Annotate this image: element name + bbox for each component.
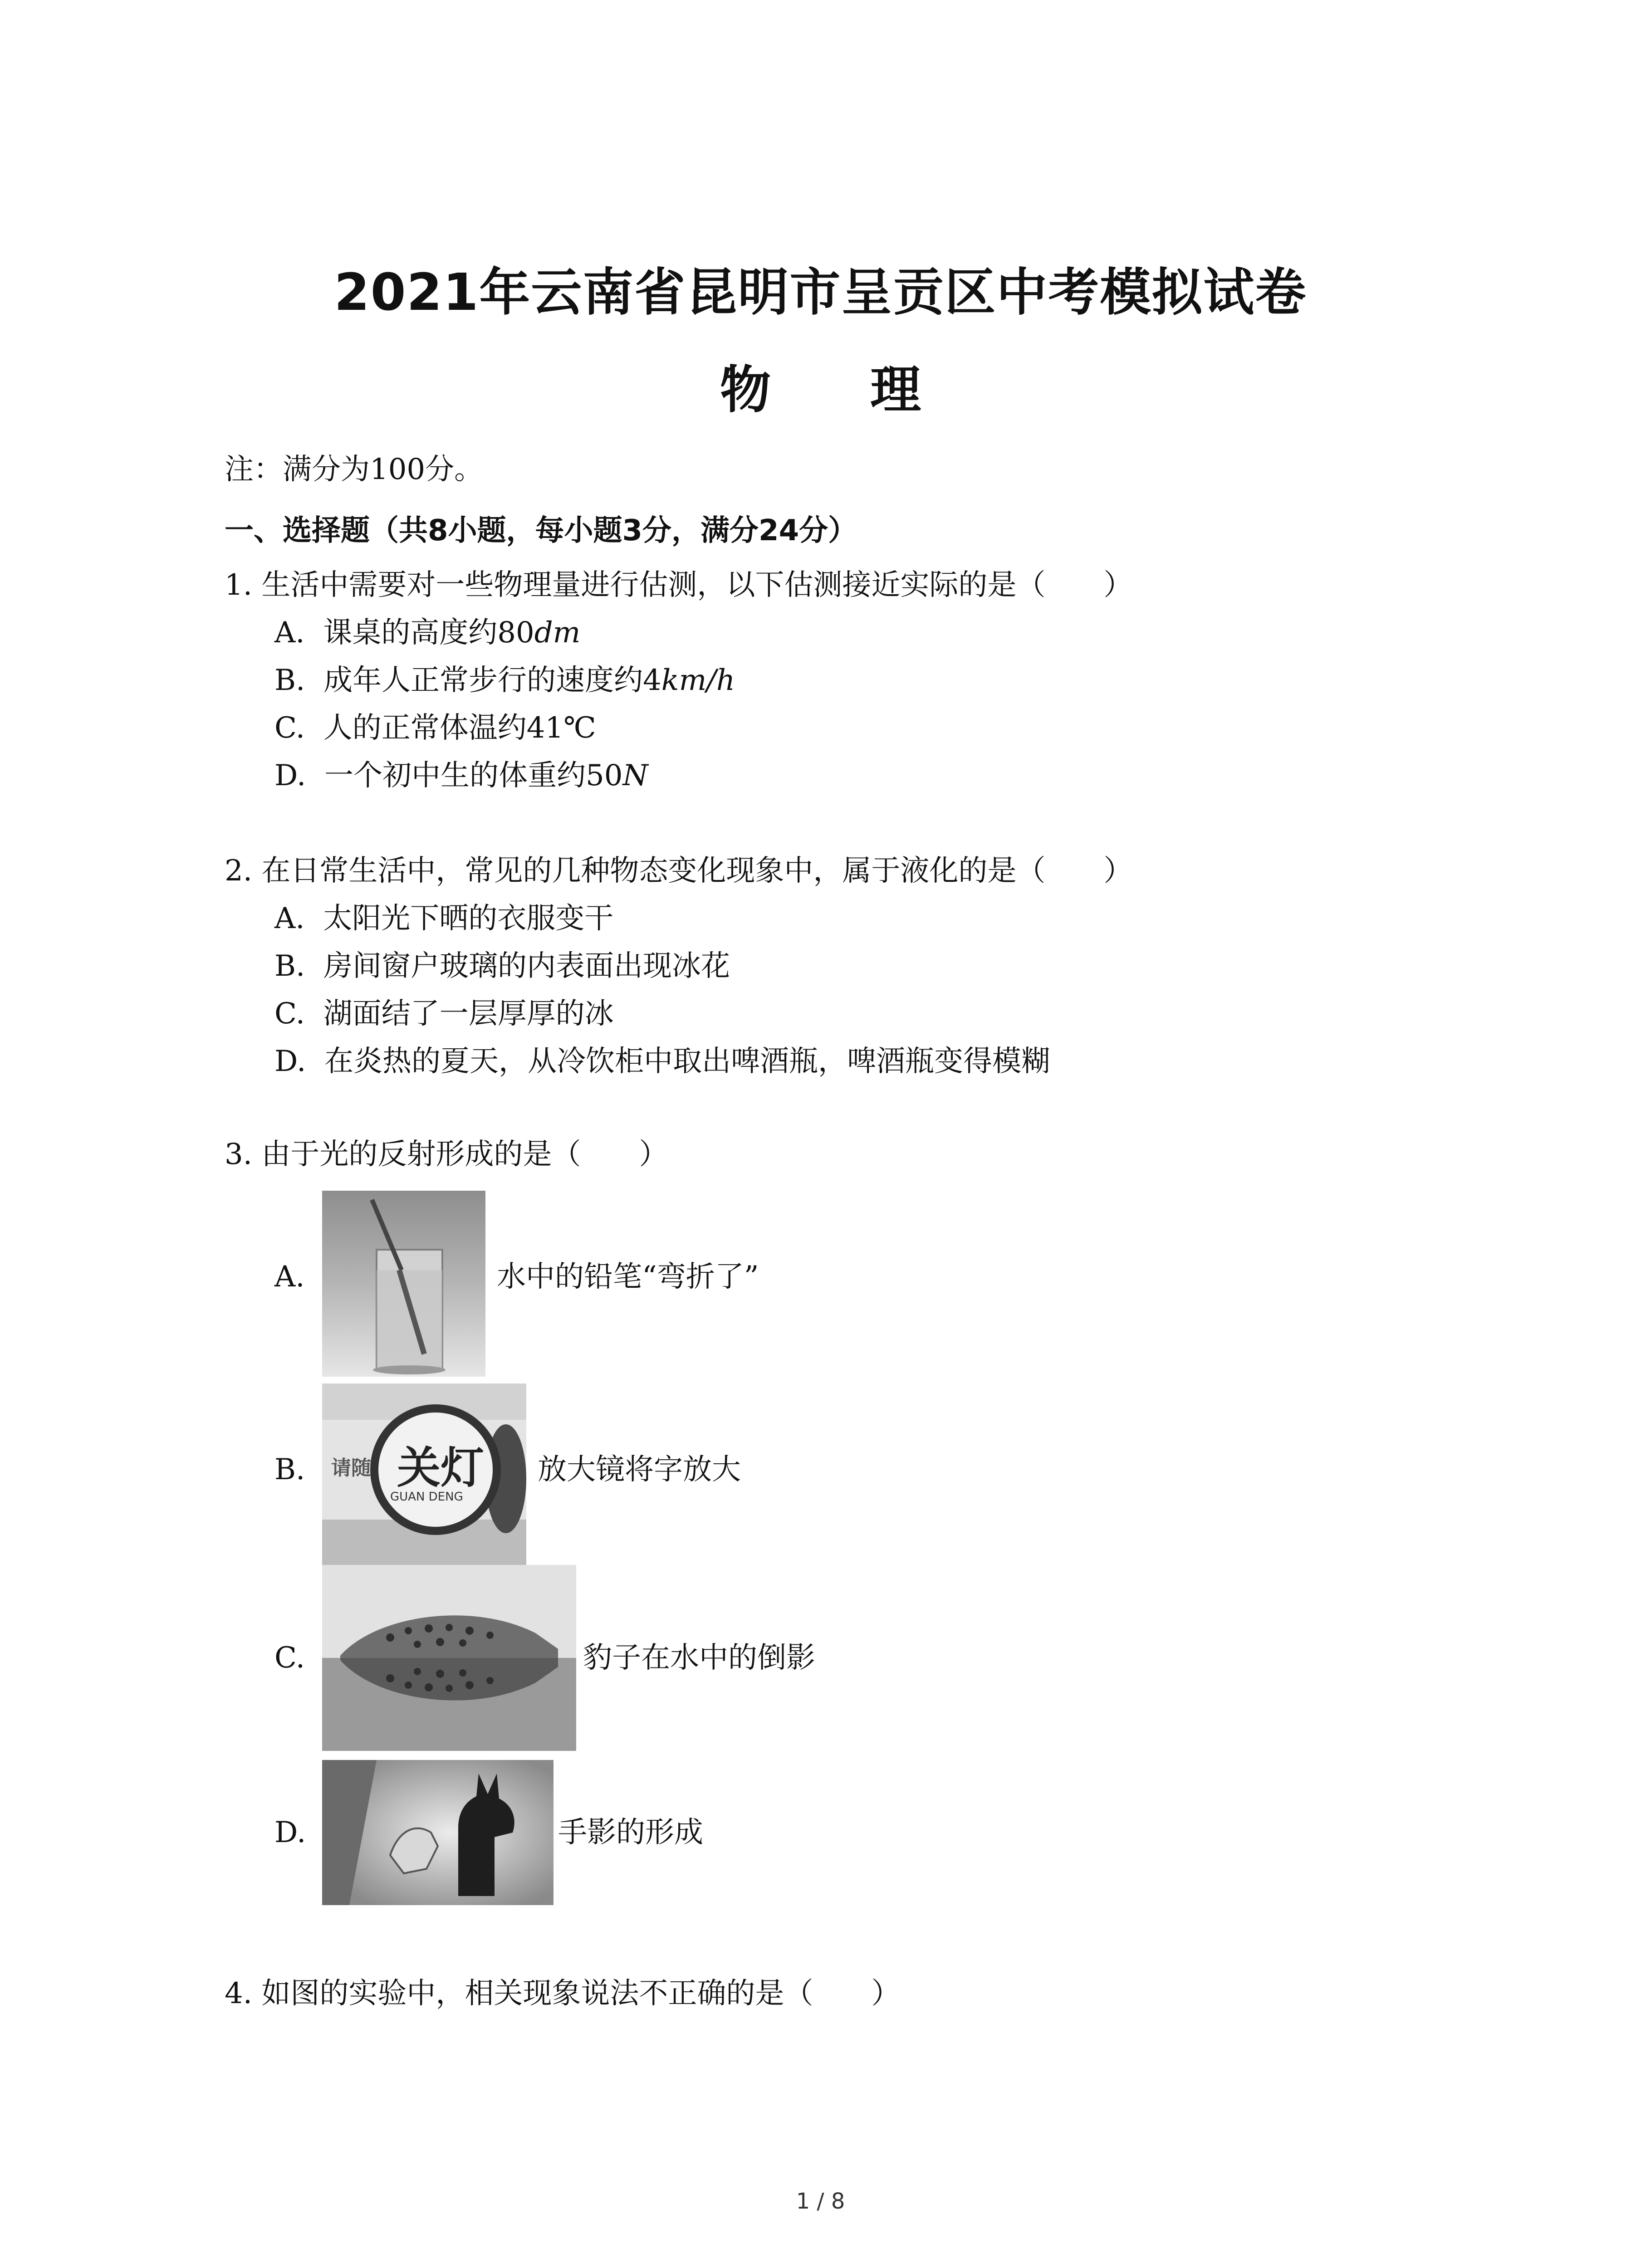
option-label: B.: [274, 664, 305, 697]
option-label: D.: [274, 759, 306, 792]
question-3-option-b-label: B.: [274, 1453, 305, 1486]
question-2-stem: 2. 在日常生活中，常见的几种物态变化现象中，属于液化的是（ ）: [225, 854, 1133, 888]
option-label: C.: [274, 711, 305, 745]
pencil-in-water-drawing: [322, 1191, 485, 1377]
option-text: 湖面结了一层厚厚的冰: [323, 997, 614, 1031]
option-label: D.: [274, 1045, 306, 1078]
question-1-option-a: [274, 615, 580, 651]
question-1-option-c: [274, 710, 596, 746]
page-number: 1 / 8: [796, 2189, 845, 2214]
question-3-option-d-text: 手影的形成: [558, 1816, 703, 1849]
pencil-in-water-image: [322, 1191, 485, 1377]
question-3-option-a-text: 水中的铅笔“弯折了”: [497, 1260, 759, 1294]
magnifier-image: [322, 1383, 526, 1565]
question-3-option-b-text: 放大镜将字放大: [538, 1453, 741, 1486]
question-2-option-b: [274, 948, 730, 984]
score-note: 注：满分为100分。: [225, 453, 484, 486]
sign-text-magnified: 关灯: [397, 1442, 484, 1493]
option-label: C.: [274, 997, 305, 1031]
question-1-option-d: [274, 758, 648, 794]
question-3-stem: 3. 由于光的反射形成的是（ ）: [225, 1138, 668, 1171]
question-1-option-b: [274, 662, 735, 699]
option-label: B.: [274, 949, 305, 983]
option-text: 人的正常体温约41℃: [323, 711, 596, 745]
hand-shadow-drawing: [322, 1760, 554, 1905]
leopard-reflection-image: [322, 1565, 576, 1751]
question-2-option-d: [274, 1043, 1050, 1080]
option-text: 成年人正常步行的速度约4: [323, 664, 661, 697]
question-2-option-a: [274, 900, 613, 937]
option-text: 太阳光下晒的衣服变干: [323, 902, 614, 935]
leopard-reflection-drawing: [322, 1565, 576, 1751]
option-unit: km/h: [661, 664, 735, 697]
option-unit: N: [622, 759, 648, 792]
section-heading: 一、选择题（共8小题，每小题3分，满分24分）: [225, 514, 857, 547]
question-3-option-d-label: D.: [274, 1816, 306, 1849]
question-3-option-c-text: 豹子在水中的倒影: [583, 1641, 815, 1675]
question-3-option-a-label: A.: [274, 1260, 305, 1294]
hand-shadow-image: [322, 1760, 554, 1905]
option-unit: dm: [534, 616, 581, 650]
sign-text-left: 请随: [331, 1457, 371, 1480]
question-4-stem: 4. 如图的实验中，相关现象说法不正确的是（ ）: [225, 1977, 901, 2010]
subject-title: 物 理: [720, 361, 962, 420]
question-1-stem: 1. 生活中需要对一些物理量进行估测，以下估测接近实际的是（ ）: [225, 568, 1133, 602]
option-label: A.: [274, 902, 305, 935]
question-3-option-c-label: C.: [274, 1641, 305, 1675]
question-2-option-c: [274, 996, 614, 1032]
sign-subtext: GUAN DENG: [390, 1490, 463, 1504]
exam-title: 2021年云南省昆明市呈贡区中考模拟试卷: [334, 263, 1307, 322]
option-text: 课桌的高度约80: [323, 616, 534, 650]
option-label: A.: [274, 616, 305, 650]
option-text: 一个初中生的体重约50: [324, 759, 623, 792]
option-text: 在炎热的夏天，从冷饮柜中取出啤酒瓶，啤酒瓶变得模糊: [324, 1045, 1051, 1078]
option-text: 房间窗户玻璃的内表面出现冰花: [323, 949, 730, 983]
